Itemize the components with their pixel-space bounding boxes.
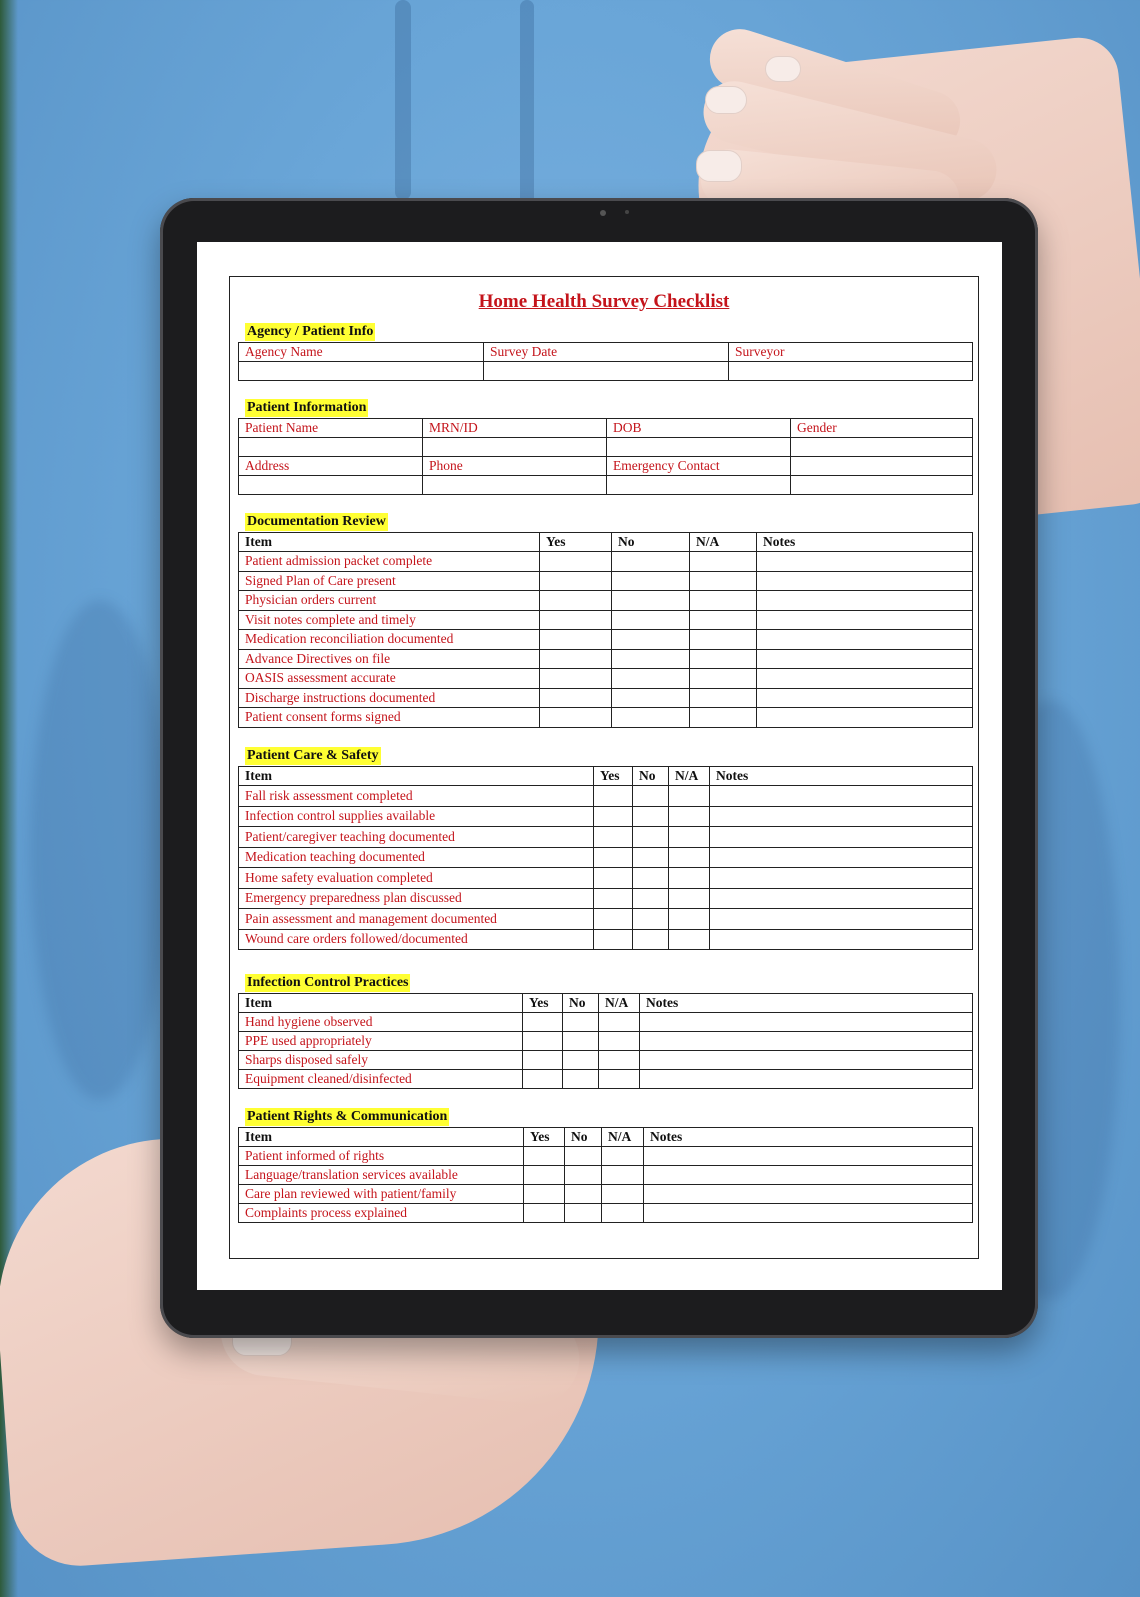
na-checkbox-cell[interactable] <box>669 786 710 807</box>
no-checkbox-cell[interactable] <box>633 909 669 930</box>
no-checkbox-cell[interactable] <box>612 649 690 669</box>
emergency-contact-field[interactable] <box>607 476 791 495</box>
yes-checkbox-cell[interactable] <box>540 552 612 572</box>
checklist-row <box>239 868 973 889</box>
checklist-row <box>239 1051 973 1070</box>
section-heading-patient: Patient Information <box>247 400 367 415</box>
survey-date-field[interactable] <box>484 362 729 381</box>
page-title: Home Health Survey Checklist <box>478 291 730 312</box>
checklist-row <box>239 1070 973 1089</box>
na-checkbox-cell[interactable] <box>669 909 710 930</box>
na-checkbox-cell[interactable] <box>602 1166 644 1185</box>
notes-field[interactable] <box>644 1204 973 1223</box>
checklist-item-label: PPE used appropriately <box>239 1032 523 1051</box>
no-checkbox-cell[interactable] <box>612 552 690 572</box>
column-header-na: N/A <box>690 533 757 552</box>
yes-checkbox-cell[interactable] <box>523 1032 563 1051</box>
no-checkbox-cell[interactable] <box>633 888 669 909</box>
agency-name-label: Agency Name <box>239 343 484 362</box>
na-checkbox-cell[interactable] <box>599 1070 640 1089</box>
checklist-row <box>239 552 973 572</box>
patient-name-field[interactable] <box>239 438 423 457</box>
checklist-item-label: OASIS assessment accurate <box>239 669 540 689</box>
checklist-item-label: Signed Plan of Care present <box>239 571 540 591</box>
no-checkbox-cell[interactable] <box>612 630 690 650</box>
hoodie-drawstring-right <box>520 0 534 205</box>
checklist-item-label: Fall risk assessment completed <box>239 786 594 807</box>
notes-field[interactable] <box>644 1147 973 1166</box>
no-checkbox-cell[interactable] <box>612 591 690 611</box>
na-checkbox-cell[interactable] <box>690 591 757 611</box>
column-header-yes: Yes <box>523 994 563 1013</box>
checklist-item-label: Home safety evaluation completed <box>239 868 594 889</box>
surveyor-field[interactable] <box>729 362 973 381</box>
column-header-notes: Notes <box>644 1128 973 1147</box>
checklist-item-label: Patient/caregiver teaching documented <box>239 827 594 848</box>
na-checkbox-cell[interactable] <box>690 669 757 689</box>
column-header-no: No <box>563 994 599 1013</box>
no-checkbox-cell[interactable] <box>565 1185 602 1204</box>
notes-field[interactable] <box>757 571 973 591</box>
checklist-row <box>239 1013 973 1032</box>
na-checkbox-cell[interactable] <box>669 827 710 848</box>
no-checkbox-cell[interactable] <box>563 1051 599 1070</box>
checklist-item-label: Advance Directives on file <box>239 649 540 669</box>
checklist-item-label: Patient informed of rights <box>239 1147 524 1166</box>
column-header-notes: Notes <box>757 533 973 552</box>
tablet-screen <box>197 242 1002 1290</box>
notes-field[interactable] <box>710 806 973 827</box>
na-checkbox-cell[interactable] <box>690 552 757 572</box>
na-checkbox-cell[interactable] <box>599 1013 640 1032</box>
notes-field[interactable] <box>640 1070 973 1089</box>
column-header-yes: Yes <box>524 1128 565 1147</box>
notes-field[interactable] <box>710 786 973 807</box>
section-heading-agency: Agency / Patient Info <box>247 324 374 339</box>
dob-field[interactable] <box>607 438 791 457</box>
care-table <box>238 766 973 950</box>
notes-field[interactable] <box>757 630 973 650</box>
yes-checkbox-cell[interactable] <box>594 827 633 848</box>
checklist-item-label: Visit notes complete and timely <box>239 610 540 630</box>
checklist-item-label: Discharge instructions documented <box>239 688 540 708</box>
no-checkbox-cell[interactable] <box>612 571 690 591</box>
column-header-na: N/A <box>602 1128 644 1147</box>
na-checkbox-cell[interactable] <box>690 630 757 650</box>
notes-field[interactable] <box>710 868 973 889</box>
fingernail <box>765 56 801 82</box>
checklist-row <box>239 610 973 630</box>
checklist-row <box>239 827 973 848</box>
gender-field[interactable] <box>791 438 973 457</box>
column-header-no: No <box>612 533 690 552</box>
empty-cell <box>791 457 973 476</box>
notes-field[interactable] <box>710 888 973 909</box>
yes-checkbox-cell[interactable] <box>540 571 612 591</box>
notes-field[interactable] <box>710 827 973 848</box>
checklist-item-label: Infection control supplies available <box>239 806 594 827</box>
checklist-row <box>239 1166 973 1185</box>
na-checkbox-cell[interactable] <box>690 708 757 728</box>
na-checkbox-cell[interactable] <box>599 1032 640 1051</box>
no-checkbox-cell[interactable] <box>563 1013 599 1032</box>
mrn-field[interactable] <box>423 438 607 457</box>
notes-field[interactable] <box>757 688 973 708</box>
checklist-item-label: Hand hygiene observed <box>239 1013 523 1032</box>
checklist-row <box>239 630 973 650</box>
na-checkbox-cell[interactable] <box>602 1147 644 1166</box>
survey-date-label: Survey Date <box>484 343 729 362</box>
notes-field[interactable] <box>644 1166 973 1185</box>
phone-label: Phone <box>423 457 607 476</box>
notes-field[interactable] <box>757 591 973 611</box>
checklist-item-label: Patient admission packet complete <box>239 552 540 572</box>
na-checkbox-cell[interactable] <box>602 1204 644 1223</box>
checklist-item-label: Care plan reviewed with patient/family <box>239 1185 524 1204</box>
yes-checkbox-cell[interactable] <box>540 649 612 669</box>
yes-checkbox-cell[interactable] <box>524 1185 565 1204</box>
no-checkbox-cell[interactable] <box>565 1147 602 1166</box>
checklist-page <box>229 276 979 1259</box>
no-checkbox-cell[interactable] <box>612 669 690 689</box>
yes-checkbox-cell[interactable] <box>594 786 633 807</box>
yes-checkbox-cell[interactable] <box>594 888 633 909</box>
notes-field[interactable] <box>757 708 973 728</box>
checklist-row <box>239 1032 973 1051</box>
checklist-row <box>239 1185 973 1204</box>
checklist-item-label: Pain assessment and management documented <box>239 909 594 930</box>
yes-checkbox-cell[interactable] <box>594 847 633 868</box>
yes-checkbox-cell[interactable] <box>540 630 612 650</box>
yes-checkbox-cell[interactable] <box>523 1070 563 1089</box>
checklist-row <box>239 649 973 669</box>
no-checkbox-cell[interactable] <box>563 1070 599 1089</box>
na-checkbox-cell[interactable] <box>669 806 710 827</box>
notes-field[interactable] <box>640 1032 973 1051</box>
column-header-no: No <box>565 1128 602 1147</box>
patient-table <box>238 418 973 495</box>
tablet <box>160 198 1038 1338</box>
checklist-item-label: Complaints process explained <box>239 1204 524 1223</box>
column-header-notes: Notes <box>640 994 973 1013</box>
address-field[interactable] <box>239 476 423 495</box>
checklist-row <box>239 1147 973 1166</box>
notes-field[interactable] <box>757 610 973 630</box>
checklist-row <box>239 669 973 689</box>
hoodie-drawstring-left <box>395 0 411 200</box>
camera-icon <box>600 210 606 216</box>
no-checkbox-cell[interactable] <box>612 688 690 708</box>
dob-label: DOB <box>607 419 791 438</box>
notes-field[interactable] <box>757 649 973 669</box>
na-checkbox-cell[interactable] <box>669 868 710 889</box>
notes-field[interactable] <box>710 847 973 868</box>
no-checkbox-cell[interactable] <box>563 1032 599 1051</box>
address-label: Address <box>239 457 423 476</box>
yes-checkbox-cell[interactable] <box>540 610 612 630</box>
checklist-item-label: Physician orders current <box>239 591 540 611</box>
no-checkbox-cell[interactable] <box>633 847 669 868</box>
checklist-item-label: Sharps disposed safely <box>239 1051 523 1070</box>
na-checkbox-cell[interactable] <box>669 888 710 909</box>
yes-checkbox-cell[interactable] <box>524 1147 565 1166</box>
checklist-row <box>239 888 973 909</box>
na-checkbox-cell[interactable] <box>690 649 757 669</box>
column-header-item: Item <box>239 767 594 786</box>
na-checkbox-cell[interactable] <box>669 847 710 868</box>
na-checkbox-cell[interactable] <box>690 571 757 591</box>
na-checkbox-cell[interactable] <box>602 1185 644 1204</box>
agency-name-field[interactable] <box>239 362 484 381</box>
fingernail <box>705 86 747 114</box>
infection-table <box>238 993 973 1089</box>
checklist-row <box>239 847 973 868</box>
checklist-row <box>239 591 973 611</box>
phone-field[interactable] <box>423 476 607 495</box>
column-header-yes: Yes <box>594 767 633 786</box>
column-header-item: Item <box>239 1128 524 1147</box>
na-checkbox-cell[interactable] <box>690 610 757 630</box>
notes-field[interactable] <box>710 929 973 950</box>
documentation-table <box>238 532 973 728</box>
notes-field[interactable] <box>710 909 973 930</box>
empty-cell <box>791 476 973 495</box>
checklist-row <box>239 688 973 708</box>
section-heading-rights: Patient Rights & Communication <box>247 1109 448 1124</box>
notes-field[interactable] <box>757 552 973 572</box>
no-checkbox-cell[interactable] <box>633 786 669 807</box>
yes-checkbox-cell[interactable] <box>540 591 612 611</box>
checklist-row <box>239 1204 973 1223</box>
checklist-item-label: Language/translation services available <box>239 1166 524 1185</box>
notes-field[interactable] <box>640 1013 973 1032</box>
na-checkbox-cell[interactable] <box>690 688 757 708</box>
section-heading-infection: Infection Control Practices <box>247 975 409 990</box>
yes-checkbox-cell[interactable] <box>524 1204 565 1223</box>
no-checkbox-cell[interactable] <box>633 827 669 848</box>
mrn-label: MRN/ID <box>423 419 607 438</box>
checklist-item-label: Medication reconciliation documented <box>239 630 540 650</box>
column-header-item: Item <box>239 533 540 552</box>
sensor-icon <box>625 210 629 214</box>
rights-table <box>238 1127 973 1223</box>
column-header-notes: Notes <box>710 767 973 786</box>
checklist-item-label: Equipment cleaned/disinfected <box>239 1070 523 1089</box>
no-checkbox-cell[interactable] <box>633 868 669 889</box>
no-checkbox-cell[interactable] <box>633 929 669 950</box>
checklist-row <box>239 786 973 807</box>
column-header-yes: Yes <box>540 533 612 552</box>
yes-checkbox-cell[interactable] <box>594 868 633 889</box>
checklist-row <box>239 708 973 728</box>
patient-name-label: Patient Name <box>239 419 423 438</box>
na-checkbox-cell[interactable] <box>599 1051 640 1070</box>
checklist-row <box>239 909 973 930</box>
emergency-contact-label: Emergency Contact <box>607 457 791 476</box>
no-checkbox-cell[interactable] <box>612 708 690 728</box>
column-header-na: N/A <box>669 767 710 786</box>
checklist-row <box>239 806 973 827</box>
notes-field[interactable] <box>640 1051 973 1070</box>
column-header-item: Item <box>239 994 523 1013</box>
checklist-row <box>239 929 973 950</box>
surveyor-label: Surveyor <box>729 343 973 362</box>
gender-label: Gender <box>791 419 973 438</box>
notes-field[interactable] <box>757 669 973 689</box>
column-header-no: No <box>633 767 669 786</box>
checklist-item-label: Medication teaching documented <box>239 847 594 868</box>
yes-checkbox-cell[interactable] <box>594 806 633 827</box>
yes-checkbox-cell[interactable] <box>523 1013 563 1032</box>
yes-checkbox-cell[interactable] <box>524 1166 565 1185</box>
no-checkbox-cell[interactable] <box>612 610 690 630</box>
checklist-item-label: Patient consent forms signed <box>239 708 540 728</box>
section-heading-care: Patient Care & Safety <box>247 748 379 763</box>
yes-checkbox-cell[interactable] <box>540 669 612 689</box>
hoodie-fold <box>30 600 170 1100</box>
fingernail <box>696 150 742 182</box>
section-heading-documentation: Documentation Review <box>247 514 386 529</box>
yes-checkbox-cell[interactable] <box>594 909 633 930</box>
yes-checkbox-cell[interactable] <box>523 1051 563 1070</box>
column-header-na: N/A <box>599 994 640 1013</box>
checklist-item-label: Emergency preparedness plan discussed <box>239 888 594 909</box>
no-checkbox-cell[interactable] <box>633 806 669 827</box>
agency-table <box>238 342 973 381</box>
yes-checkbox-cell[interactable] <box>540 688 612 708</box>
checklist-item-label: Wound care orders followed/documented <box>239 929 594 950</box>
no-checkbox-cell[interactable] <box>565 1204 602 1223</box>
na-checkbox-cell[interactable] <box>669 929 710 950</box>
yes-checkbox-cell[interactable] <box>540 708 612 728</box>
notes-field[interactable] <box>644 1185 973 1204</box>
checklist-row <box>239 571 973 591</box>
yes-checkbox-cell[interactable] <box>594 929 633 950</box>
no-checkbox-cell[interactable] <box>565 1166 602 1185</box>
